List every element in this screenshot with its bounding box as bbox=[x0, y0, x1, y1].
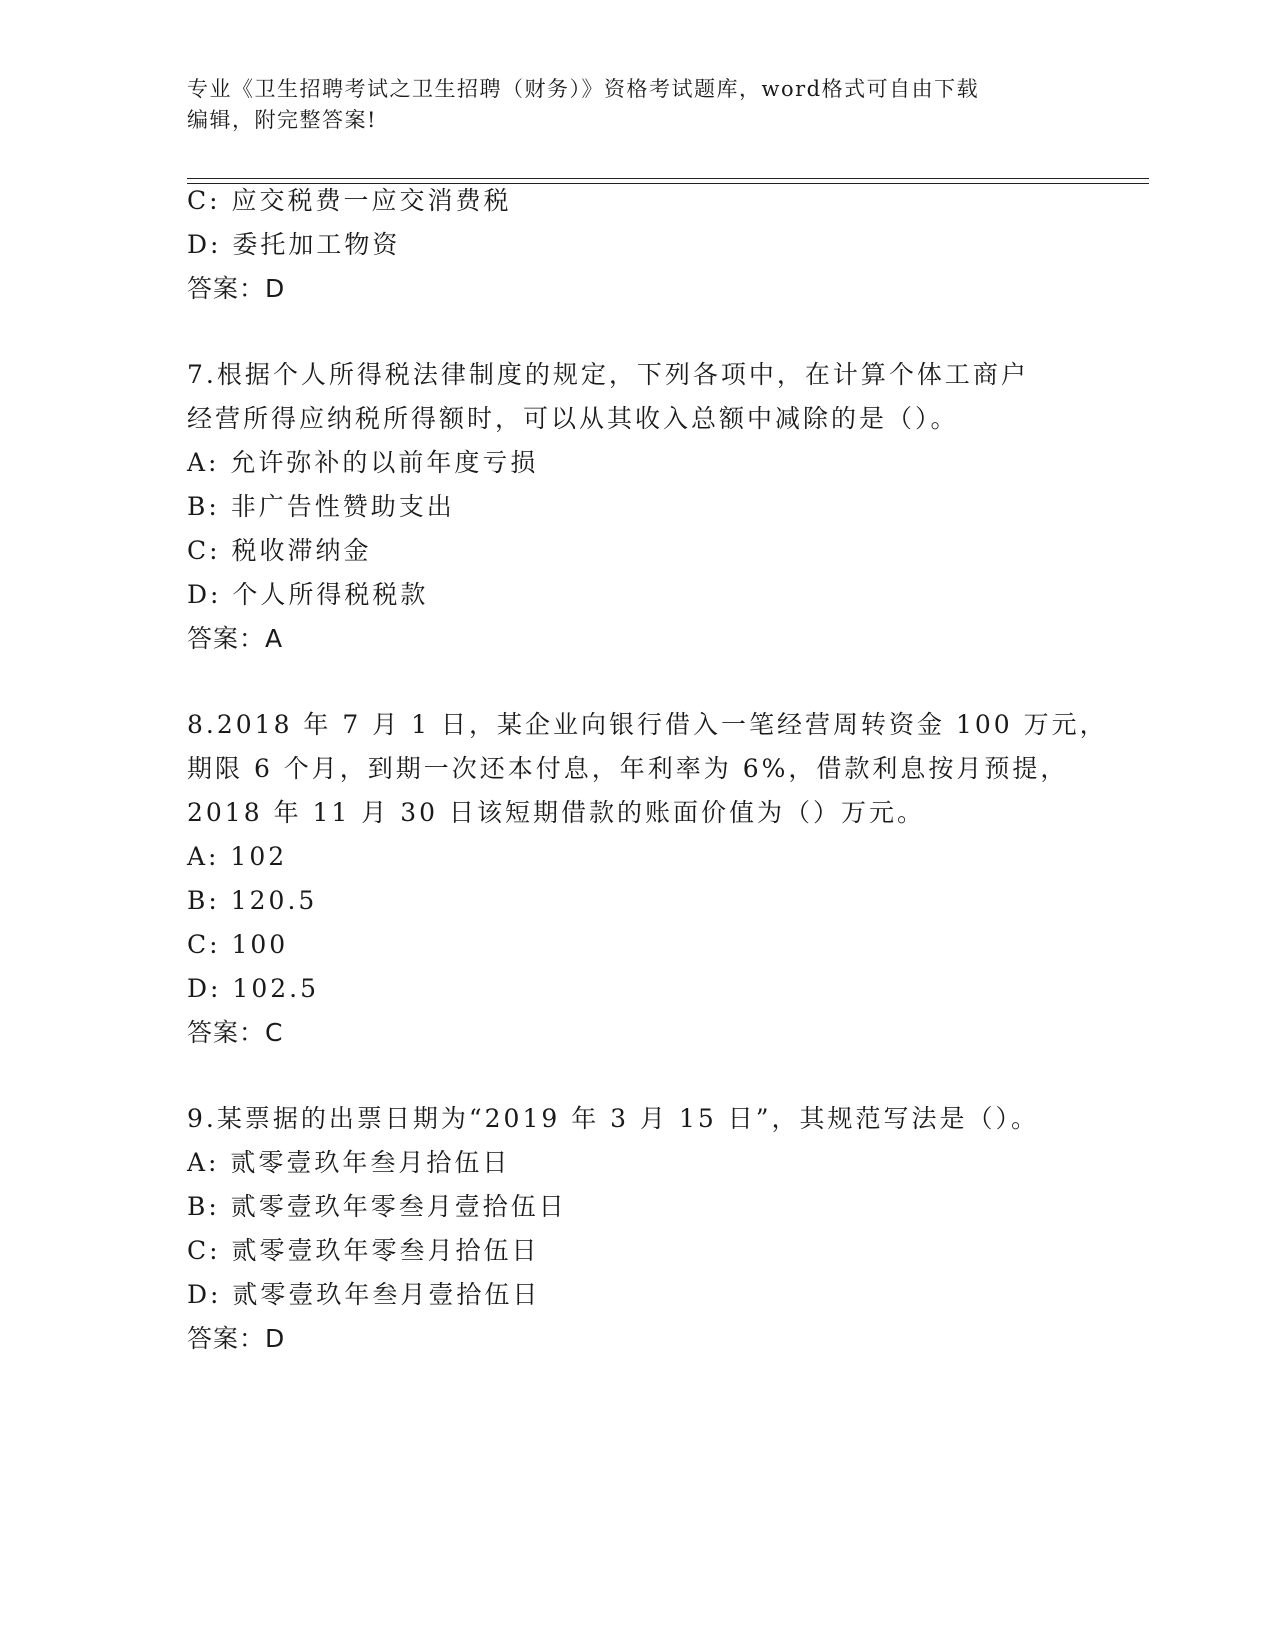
q7-option-a: A: 允许弥补的以前年度亏损 bbox=[187, 448, 539, 477]
q8-option-a: A: 102 bbox=[187, 842, 288, 871]
q8-option-b: B: 120.5 bbox=[187, 886, 318, 915]
q9-stem-line-1: 9.某票据的出票日期为“2019 年 3 月 15 日”，其规范写法是（）。 bbox=[187, 1104, 1039, 1133]
prev-option-c: C: 应交税费一应交消费税 bbox=[187, 186, 512, 215]
q7-option-b: B: 非广告性赞助支出 bbox=[187, 492, 455, 521]
q9-option-c: C: 贰零壹玖年零叁月拾伍日 bbox=[187, 1236, 540, 1265]
q7-option-c: C: 税收滞纳金 bbox=[187, 536, 372, 565]
q9-option-a: A: 贰零壹玖年叁月拾伍日 bbox=[187, 1148, 511, 1177]
q9-option-b: B: 贰零壹玖年零叁月壹拾伍日 bbox=[187, 1192, 567, 1221]
prev-option-d: D: 委托加工物资 bbox=[187, 230, 401, 259]
q7-answer: 答案：A bbox=[187, 624, 284, 653]
q8-option-d: D: 102.5 bbox=[187, 974, 319, 1003]
q9-option-d: D: 贰零壹玖年叁月壹拾伍日 bbox=[187, 1280, 541, 1309]
q8-option-c: C: 100 bbox=[187, 930, 289, 959]
q8-stem-line-1: 8.2018 年 7 月 1 日，某企业向银行借入一笔经营周转资金 100 万元， bbox=[187, 710, 1108, 739]
q7-stem-line-2: 经营所得应纳税所得额时，可以从其收入总额中减除的是（）。 bbox=[187, 404, 959, 433]
q8-answer: 答案：C bbox=[187, 1018, 284, 1047]
q7-stem-line-1: 7.根据个人所得税法律制度的规定，下列各项中，在计算个体工商户 bbox=[187, 360, 1029, 389]
prev-answer: 答案：D bbox=[187, 274, 286, 303]
q9-answer: 答案：D bbox=[187, 1324, 286, 1353]
q8-stem-line-2: 期限 6 个月，到期一次还本付息，年利率为 6%，借款利息按月预提， bbox=[187, 754, 1069, 783]
document-header bbox=[187, 74, 1067, 136]
header-divider-top bbox=[187, 178, 1149, 179]
header-divider-bottom bbox=[187, 183, 1149, 184]
q8-stem-line-3: 2018 年 11 月 30 日该短期借款的账面价值为（）万元。 bbox=[187, 798, 925, 827]
q7-option-d: D: 个人所得税税款 bbox=[187, 580, 429, 609]
header-title-line-2: 编辑，附完整答案! bbox=[187, 108, 377, 132]
header-title-line-1: 专业《卫生招聘考试之卫生招聘（财务）》资格考试题库，word格式可自由下载 bbox=[187, 77, 980, 101]
